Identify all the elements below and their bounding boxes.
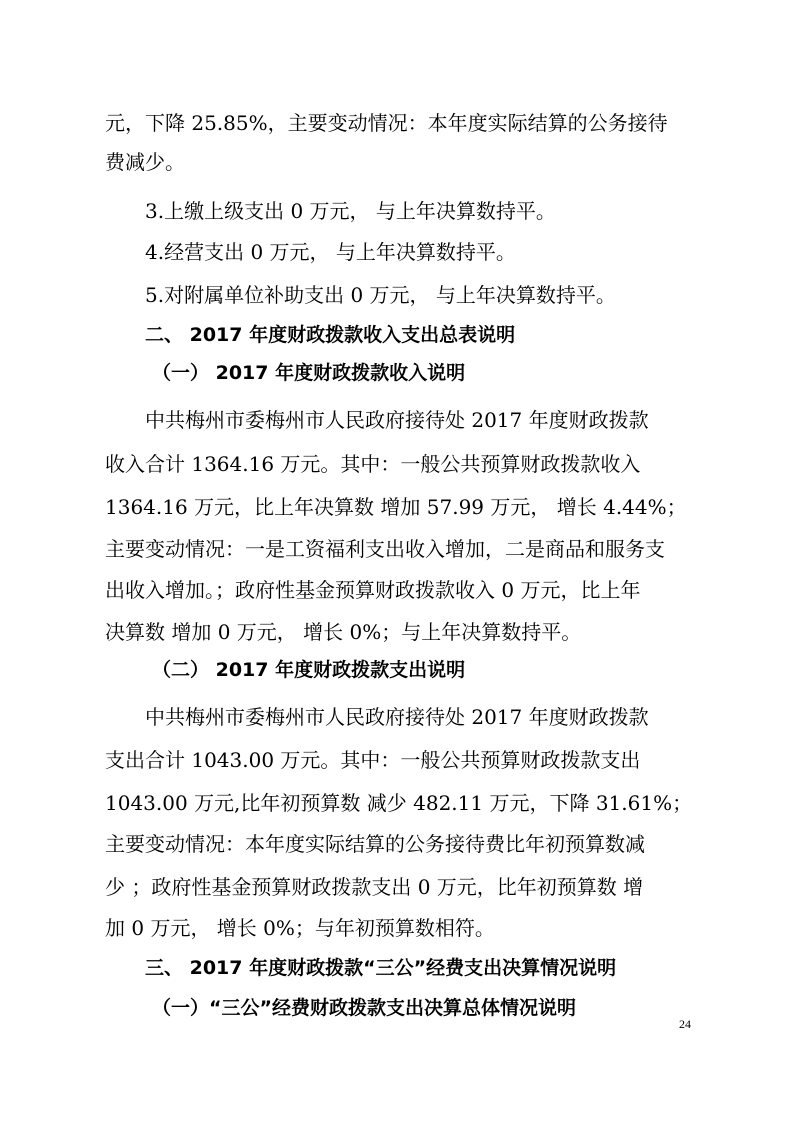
section-heading: 三、 2017 年度财政拨款“三公”经费支出决算情况说明 xyxy=(145,957,617,979)
text-line: 元，下降 25.85%，主要变动情况：本年度实际结算的公务接待 xyxy=(105,111,668,135)
text-line: 1043.00 万元,比年初预算数 减少 482.11 万元，下降 31.61%； xyxy=(105,791,693,815)
text-line: 少 ；政府性基金预算财政拨款支出 0 万元，比年初预算数 增 xyxy=(105,875,644,899)
text-line: 费减少。 xyxy=(105,150,185,174)
text-line: 支出合计 1043.00 万元。其中：一般公共预算财政拨款支出 xyxy=(105,748,641,772)
text-line: 收入合计 1364.16 万元。其中：一般公共预算财政拨款收入 xyxy=(105,452,641,476)
subsection-heading: （二） 2017 年度财政拨款支出说明 xyxy=(152,659,466,681)
text-line: 决算数 增加 0 万元， 增长 0%；与上年决算数持平。 xyxy=(105,620,582,644)
text-line: 4.经营支出 0 万元， 与上年决算数持平。 xyxy=(145,240,516,264)
text-line: 3.上缴上级支出 0 万元， 与上年决算数持平。 xyxy=(145,199,556,223)
section-heading: 二、 2017 年度财政拨款收入支出总表说明 xyxy=(145,324,516,346)
text-line: 中共梅州市委梅州市人民政府接待处 2017 年度财政拨款 xyxy=(145,705,649,729)
text-line: 中共梅州市委梅州市人民政府接待处 2017 年度财政拨款 xyxy=(145,408,649,432)
text-line: 加 0 万元， 增长 0%；与年初预算数相符。 xyxy=(105,916,495,940)
subsection-heading: （一）“三公”经费财政拨款支出决算总体情况说明 xyxy=(152,997,576,1019)
page-number: 24 xyxy=(679,1017,691,1031)
subsection-heading: （一） 2017 年度财政拨款收入说明 xyxy=(152,362,466,384)
text-line: 主要变动情况：一是工资福利支出收入增加，二是商品和服务支 xyxy=(105,537,665,561)
text-line: 主要变动情况：本年度实际结算的公务接待费比年初预算数减 xyxy=(105,832,645,856)
text-line: 出收入增加。；政府性基金预算财政拨款收入 0 万元，比上年 xyxy=(105,578,641,602)
text-line: 1364.16 万元，比上年决算数 增加 57.99 万元， 增长 4.44%； xyxy=(105,495,687,519)
text-line: 5.对附属单位补助支出 0 万元， 与上年决算数持平。 xyxy=(145,283,616,307)
